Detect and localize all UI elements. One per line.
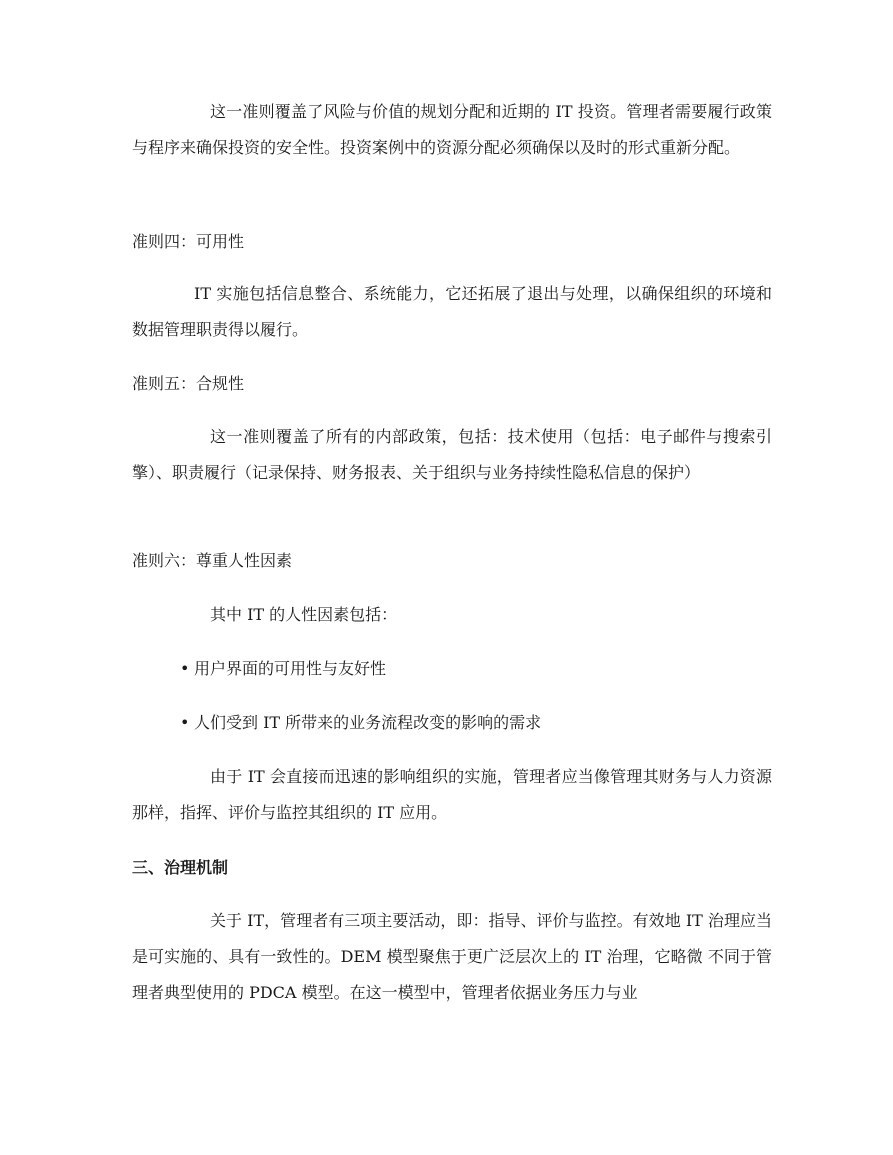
list-item (180, 711, 541, 735)
heading-principle-6: 准则六：尊重人性因素 (132, 551, 293, 570)
paragraph-investment: 这一准则覆盖了风险与价值的规划分配和近期的 IT 投资。管理者需要履行政策与程序来确保投资的安全性。投资案例中的资源分配必须确保以及时的形式重新分配。 (132, 102, 772, 157)
list-item (180, 657, 386, 681)
paragraph-governance: 关于 IT，管理者有三项主要活动，即：指导、评价与监控。有效地 IT 治理应当是可实施的、具有一致性的。DEM 模型聚焦于更广泛层次上的 IT 治理，它略微 不同于管理者典型使用的 PDCA 模型。在这一模型中，管理者依据业务压力与业 (132, 911, 772, 1002)
paragraph-compliance: 这一准则覆盖了所有的内部政策，包括：技术使用（包括：电子邮件与搜索引擎）、职责履行（记录保持、财务报表、关于组织与业务持续性隐私信息的保护） (132, 427, 772, 482)
paragraph-management: 由于 IT 会直接而迅速的影响组织的实施，管理者应当像管理其财务与人力资源那样，指挥、评价与监控其组织的 IT 应用。 (132, 767, 772, 822)
paragraph-human-factors-intro: 其中 IT 的人性因素包括： (210, 605, 398, 624)
list-item-text: 人们受到 IT 所带来的业务流程改变的影响的需求 (194, 713, 542, 732)
heading-principle-4: 准则四：可用性 (132, 232, 245, 251)
bullet-icon: • (180, 659, 190, 678)
bullet-icon: • (180, 713, 190, 732)
paragraph-availability: IT 实施包括信息整合、系统能力，它还拓展了退出与处理，以确保组织的环境和数据管理职责得以履行。 (132, 284, 772, 339)
list-item-text: 用户界面的可用性与友好性 (194, 659, 387, 678)
heading-principle-5: 准则五：合规性 (132, 374, 245, 393)
section-heading-governance: 三、治理机制 (132, 858, 229, 877)
